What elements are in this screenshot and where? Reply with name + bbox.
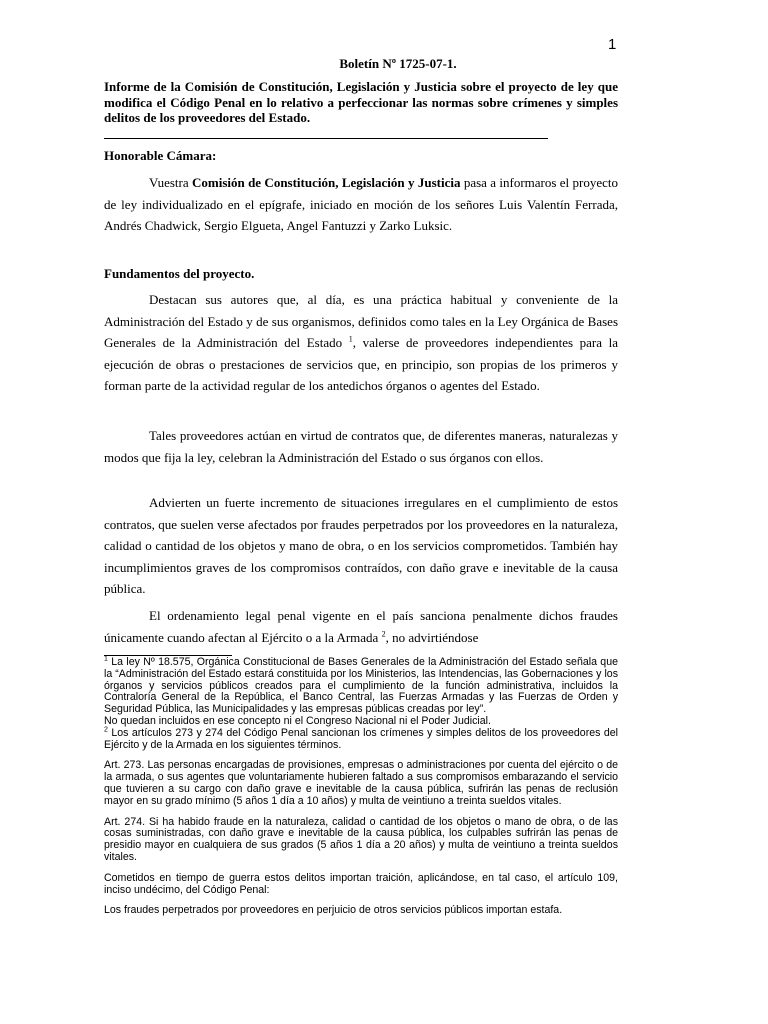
footnote-ref-2: 2 <box>381 629 386 639</box>
p2-text-a: Destacan sus autores que, al día, es una práctica habitual y conveniente de la Administración del Estado y de sus organismos, definidos como tales en la Ley Orgánica de Bases Generales de la Administración del Estado <box>104 292 618 351</box>
document-boletin: Boletín Nº 1725-07-1. <box>339 56 457 71</box>
p5-text-a: El ordenamiento legal penal vigente en el país sanciona penalmente dichos fraudes únicamente cuando afectan al Ejército o a la Armada <box>104 608 618 645</box>
page-number: 1 <box>608 36 617 53</box>
footnote-art-273: Art. 273. Las personas encargadas de provisiones, empresas o administraciones por cuenta del ejército o de la armada, o sus agentes que voluntariamente hubieren faltado a sus compromisos embarazando el servicio que tuvieren a su cargo con daño grave e inevitable de la causa pública, sufrirán las penas de reclusión mayor en su grado mínimo (5 años 1 día a 10 años) y multa de veintiuno a treinta sueldos vitales. <box>104 759 618 807</box>
title-rule <box>104 138 548 139</box>
paragraph-destacan <box>104 289 618 397</box>
footnote-1 <box>104 657 618 716</box>
footnote-guerra: Cometidos en tiempo de guerra estos delitos importan traición, aplicándose, en tal caso, el artículo 109, inciso undécimo, del Código Penal: <box>104 871 618 896</box>
heading-fundamentos: Fundamentos del proyecto. <box>104 266 255 281</box>
footnote-1-text: La ley Nº 18.575, Orgánica Constitucional de Bases Generales de la Administración del Estado señala que la “Administración del Estado estará constituida por los Ministerios, las Intendencias, las Gobernaciones y los órganos y servicios públicos creados para el cumplimiento de la función administrativa, incluidos la Contraloría General de la República, el Banco Central, las Fuerzas Armadas y las Fuerzas de Orden y Seguridad Pública, las Municipalidades y las empresas públicas creadas por ley”. <box>104 656 618 716</box>
footnote-2-text: Los artículos 273 y 274 del Código Penal sancionan los crímenes y simples delitos de los proveedores del Ejército y de la Armada en los siguientes términos. <box>104 726 618 751</box>
footnote-1-continued: No quedan incluidos en ese concepto ni el Congreso Nacional ni el Poder Judicial. <box>104 714 491 727</box>
paragraph-ordenamiento <box>104 605 618 648</box>
p2-text-b: , valerse de proveedores independientes para la ejecución de obras o prestaciones de servicios que, en principio, son propias de los primeros y forman parte de la actividad regular de los antedichos órganos o agentes del Estado. <box>104 335 618 394</box>
paragraph-advierten: Advierten un fuerte incremento de situaciones irregulares en el cumplimiento de estos contratos, que suelen verse afectados por fraudes perpetrados por los proveedores en la naturaleza, calidad o cantidad de los objetos y mano de obra, o en los servicios comprometidos. También hay incumplimientos graves de los compromisos contraídos, con daño grave e inevitable de la causa pública. <box>104 495 618 597</box>
footnote-fraudes: Los fraudes perpetrados por proveedores en perjuicio de otros servicios públicos importan estafa. <box>104 904 563 917</box>
footnote-art-274: Art. 274. Si ha habido fraude en la naturaleza, calidad o cantidad de los objetos o mano de obra, o de las cosas suministradas, con daño grave e inevitable de la causa pública, los culpables sufrirán las penas de presidio mayor en cualquiera de sus grados (5 años 1 día a 20 años) y multa de veintiuno a treinta sueldos vitales. <box>104 815 618 863</box>
footnotes <box>104 657 618 917</box>
p1-text-a: Vuestra <box>149 175 192 190</box>
p1-commission-name: Comisión de Constitución, Legislación y Justicia <box>192 175 461 190</box>
document-title: Informe de la Comisión de Constitución, Legislación y Justicia sobre el proyecto de ley que modifica el Código Penal en lo relativo a perfeccionar las normas sobre crímenes y simples delitos de los proveedores del Estado. <box>104 79 618 125</box>
paragraph-intro <box>104 172 618 237</box>
footnote-ref-1: 1 <box>348 334 353 344</box>
footnote-1-mark: 1 <box>104 655 108 663</box>
footnote-2-mark: 2 <box>104 726 108 734</box>
salutation: Honorable Cámara: <box>104 148 217 163</box>
paragraph-proveedores: Tales proveedores actúan en virtud de contratos que, de diferentes maneras, naturalezas y modos que fija la ley, celebran la Administración del Estado o sus órganos con ellos. <box>104 428 618 465</box>
p5-text-b: , no advirtiéndose <box>385 629 479 645</box>
footnote-2 <box>104 728 618 752</box>
p1-text-b: pasa a informaros el proyecto de ley individualizado en el epígrafe, iniciado en moción de los señores Luis Valentín Ferrada, Andrés Chadwick, Sergio Elgueta, Angel Fantuzzi y Zarko Luksic. <box>104 175 618 234</box>
